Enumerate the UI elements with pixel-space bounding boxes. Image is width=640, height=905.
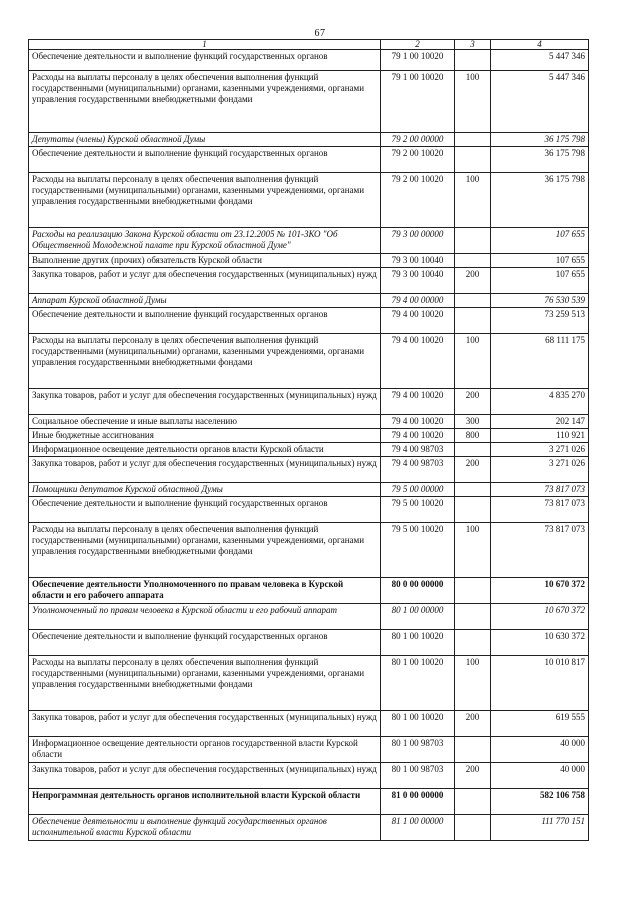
row-amount: 107 655	[491, 228, 589, 254]
row-vr: 100	[455, 71, 491, 133]
row-amount: 619 555	[491, 711, 589, 737]
row-code: 80 1 00 10020	[381, 630, 455, 656]
row-amount: 68 111 175	[491, 334, 589, 389]
table-row	[29, 294, 589, 308]
table-row	[29, 457, 589, 483]
row-code: 81 0 00 00000	[381, 789, 455, 815]
row-code: 79 4 00 98703	[381, 457, 455, 483]
row-amount: 107 655	[491, 268, 589, 294]
row-amount: 73 817 073	[491, 483, 589, 497]
row-code: 80 1 00 10020	[381, 656, 455, 711]
table-row	[29, 429, 589, 443]
table-row	[29, 578, 589, 604]
row-vr	[455, 630, 491, 656]
row-code: 79 2 00 00000	[381, 133, 455, 147]
row-code: 79 5 00 00000	[381, 483, 455, 497]
row-vr	[455, 815, 491, 841]
row-vr	[455, 789, 491, 815]
row-code: 79 4 00 10020	[381, 334, 455, 389]
table-row	[29, 630, 589, 656]
row-amount: 73 817 073	[491, 523, 589, 578]
table-row	[29, 789, 589, 815]
table-row	[29, 50, 589, 71]
row-amount: 36 175 798	[491, 147, 589, 173]
row-code: 79 2 00 10020	[381, 173, 455, 228]
row-name: Закупка товаров, работ и услуг для обеспечения государственных (муниципальных) нужд	[29, 457, 381, 483]
table-row	[29, 523, 589, 578]
row-code: 81 1 00 00000	[381, 815, 455, 841]
row-name: Обеспечение деятельности и выполнение функций государственных органов	[29, 308, 381, 334]
row-name: Расходы на выплаты персоналу в целях обеспечения выполнения функций государственными (муниципальными) органами, казенными учреждениями, органами управления государственными внебюджетными фондами	[29, 656, 381, 711]
row-name: Иные бюджетные ассигнования	[29, 429, 381, 443]
row-name: Обеспечение деятельности и выполнение функций государственных органов исполнительной власти Курской области	[29, 815, 381, 841]
header-col-3: 3	[455, 40, 491, 50]
row-vr: 300	[455, 415, 491, 429]
row-amount: 107 655	[491, 254, 589, 268]
row-name: Закупка товаров, работ и услуг для обеспечения государственных (муниципальных) нужд	[29, 763, 381, 789]
table-row	[29, 415, 589, 429]
row-code: 80 0 00 00000	[381, 578, 455, 604]
row-code: 80 1 00 98703	[381, 763, 455, 789]
table-row	[29, 497, 589, 523]
row-amount: 582 106 758	[491, 789, 589, 815]
table-row	[29, 173, 589, 228]
table-row	[29, 71, 589, 133]
row-vr	[455, 604, 491, 630]
row-amount: 4 835 270	[491, 389, 589, 415]
table-row	[29, 133, 589, 147]
row-name: Социальное обеспечение и иные выплаты населению	[29, 415, 381, 429]
row-amount: 5 447 346	[491, 50, 589, 71]
table-row	[29, 334, 589, 389]
row-code: 80 1 00 00000	[381, 604, 455, 630]
row-vr	[455, 578, 491, 604]
row-vr: 200	[455, 763, 491, 789]
row-vr: 200	[455, 268, 491, 294]
row-vr	[455, 737, 491, 763]
row-amount: 10 670 372	[491, 604, 589, 630]
row-name: Закупка товаров, работ и услуг для обеспечения государственных (муниципальных) нужд	[29, 711, 381, 737]
row-code: 79 4 00 10020	[381, 415, 455, 429]
row-amount: 36 175 798	[491, 133, 589, 147]
row-code: 79 3 00 00000	[381, 228, 455, 254]
table-row	[29, 308, 589, 334]
row-amount: 111 770 151	[491, 815, 589, 841]
row-code: 79 1 00 10020	[381, 71, 455, 133]
row-code: 79 2 00 10020	[381, 147, 455, 173]
table-row	[29, 711, 589, 737]
row-name: Выполнение других (прочих) обязательств Курской области	[29, 254, 381, 268]
table-row	[29, 228, 589, 254]
row-name: Закупка товаров, работ и услуг для обеспечения государственных (муниципальных) нужд	[29, 268, 381, 294]
table-row	[29, 443, 589, 457]
row-vr: 200	[455, 457, 491, 483]
row-amount: 76 530 539	[491, 294, 589, 308]
row-vr	[455, 147, 491, 173]
row-code: 80 1 00 10020	[381, 711, 455, 737]
row-code: 79 3 00 10040	[381, 268, 455, 294]
row-name: Расходы на выплаты персоналу в целях обеспечения выполнения функций государственными (муниципальными) органами, казенными учреждениями, органами управления государственными внебюджетными фондами	[29, 173, 381, 228]
table-row	[29, 389, 589, 415]
row-name: Обеспечение деятельности Уполномоченного по правам человека в Курской области и его рабочего аппарата	[29, 578, 381, 604]
row-vr	[455, 443, 491, 457]
table-row	[29, 483, 589, 497]
row-vr: 100	[455, 523, 491, 578]
row-vr	[455, 228, 491, 254]
table-header-row	[29, 40, 589, 50]
page-number: 67	[314, 28, 326, 39]
row-name: Информационное освещение деятельности органов государственной власти Курской области	[29, 737, 381, 763]
row-vr	[455, 50, 491, 71]
row-code: 79 1 00 10020	[381, 50, 455, 71]
row-amount: 5 447 346	[491, 71, 589, 133]
row-vr: 200	[455, 389, 491, 415]
row-vr: 800	[455, 429, 491, 443]
table-body	[29, 50, 589, 841]
row-amount: 3 271 026	[491, 457, 589, 483]
row-name: Закупка товаров, работ и услуг для обеспечения государственных (муниципальных) нужд	[29, 389, 381, 415]
header-col-2: 2	[381, 40, 455, 50]
row-name: Помощники депутатов Курской областной Думы	[29, 483, 381, 497]
table-row	[29, 763, 589, 789]
table-row	[29, 268, 589, 294]
row-vr: 100	[455, 656, 491, 711]
row-code: 79 5 00 10020	[381, 523, 455, 578]
table-row	[29, 254, 589, 268]
row-name: Расходы на выплаты персоналу в целях обеспечения выполнения функций государственными (муниципальными) органами, казенными учреждениями, органами управления государственными внебюджетными фондами	[29, 334, 381, 389]
row-code: 79 5 00 10020	[381, 497, 455, 523]
row-name: Обеспечение деятельности и выполнение функций государственных органов	[29, 147, 381, 173]
row-code: 79 3 00 10040	[381, 254, 455, 268]
row-code: 79 4 00 10020	[381, 308, 455, 334]
table-row	[29, 815, 589, 841]
table-row	[29, 604, 589, 630]
table-row	[29, 147, 589, 173]
row-name: Депутаты (члены) Курской областной Думы	[29, 133, 381, 147]
row-vr	[455, 497, 491, 523]
table-row	[29, 737, 589, 763]
row-amount: 10 670 372	[491, 578, 589, 604]
row-amount: 202 147	[491, 415, 589, 429]
table-row	[29, 656, 589, 711]
row-name: Расходы на реализацию Закона Курской области от 23.12.2005 № 101-ЗКО "Об Общественной Молодежной палате при Курской областной Думе"	[29, 228, 381, 254]
row-amount: 73 817 073	[491, 497, 589, 523]
row-amount: 110 921	[491, 429, 589, 443]
row-amount: 36 175 798	[491, 173, 589, 228]
row-vr: 100	[455, 173, 491, 228]
row-vr: 100	[455, 334, 491, 389]
budget-table	[28, 39, 589, 841]
header-col-1: 1	[29, 40, 381, 50]
row-amount: 40 000	[491, 737, 589, 763]
row-vr	[455, 483, 491, 497]
row-name: Непрограммная деятельность органов исполнительной власти Курской области	[29, 789, 381, 815]
row-code: 80 1 00 98703	[381, 737, 455, 763]
row-vr	[455, 133, 491, 147]
row-name: Расходы на выплаты персоналу в целях обеспечения выполнения функций государственными (муниципальными) органами, казенными учреждениями, органами управления государственными внебюджетными фондами	[29, 71, 381, 133]
row-name: Обеспечение деятельности и выполнение функций государственных органов	[29, 50, 381, 71]
row-amount: 10 010 817	[491, 656, 589, 711]
row-code: 79 4 00 10020	[381, 389, 455, 415]
row-vr	[455, 308, 491, 334]
row-name: Расходы на выплаты персоналу в целях обеспечения выполнения функций государственными (муниципальными) органами, казенными учреждениями, органами управления государственными внебюджетными фондами	[29, 523, 381, 578]
row-name: Обеспечение деятельности и выполнение функций государственных органов	[29, 630, 381, 656]
header-col-4: 4	[491, 40, 589, 50]
row-vr: 200	[455, 711, 491, 737]
row-name: Информационное освещение деятельности органов власти Курской области	[29, 443, 381, 457]
row-vr	[455, 254, 491, 268]
row-amount: 10 630 372	[491, 630, 589, 656]
row-amount: 40 000	[491, 763, 589, 789]
row-code: 79 4 00 10020	[381, 429, 455, 443]
row-name: Аппарат Курской областной Думы	[29, 294, 381, 308]
row-vr	[455, 294, 491, 308]
row-amount: 3 271 026	[491, 443, 589, 457]
row-code: 79 4 00 98703	[381, 443, 455, 457]
row-amount: 73 259 513	[491, 308, 589, 334]
row-name: Обеспечение деятельности и выполнение функций государственных органов	[29, 497, 381, 523]
row-name: Уполномоченный по правам человека в Курской области и его рабочий аппарат	[29, 604, 381, 630]
row-code: 79 4 00 00000	[381, 294, 455, 308]
